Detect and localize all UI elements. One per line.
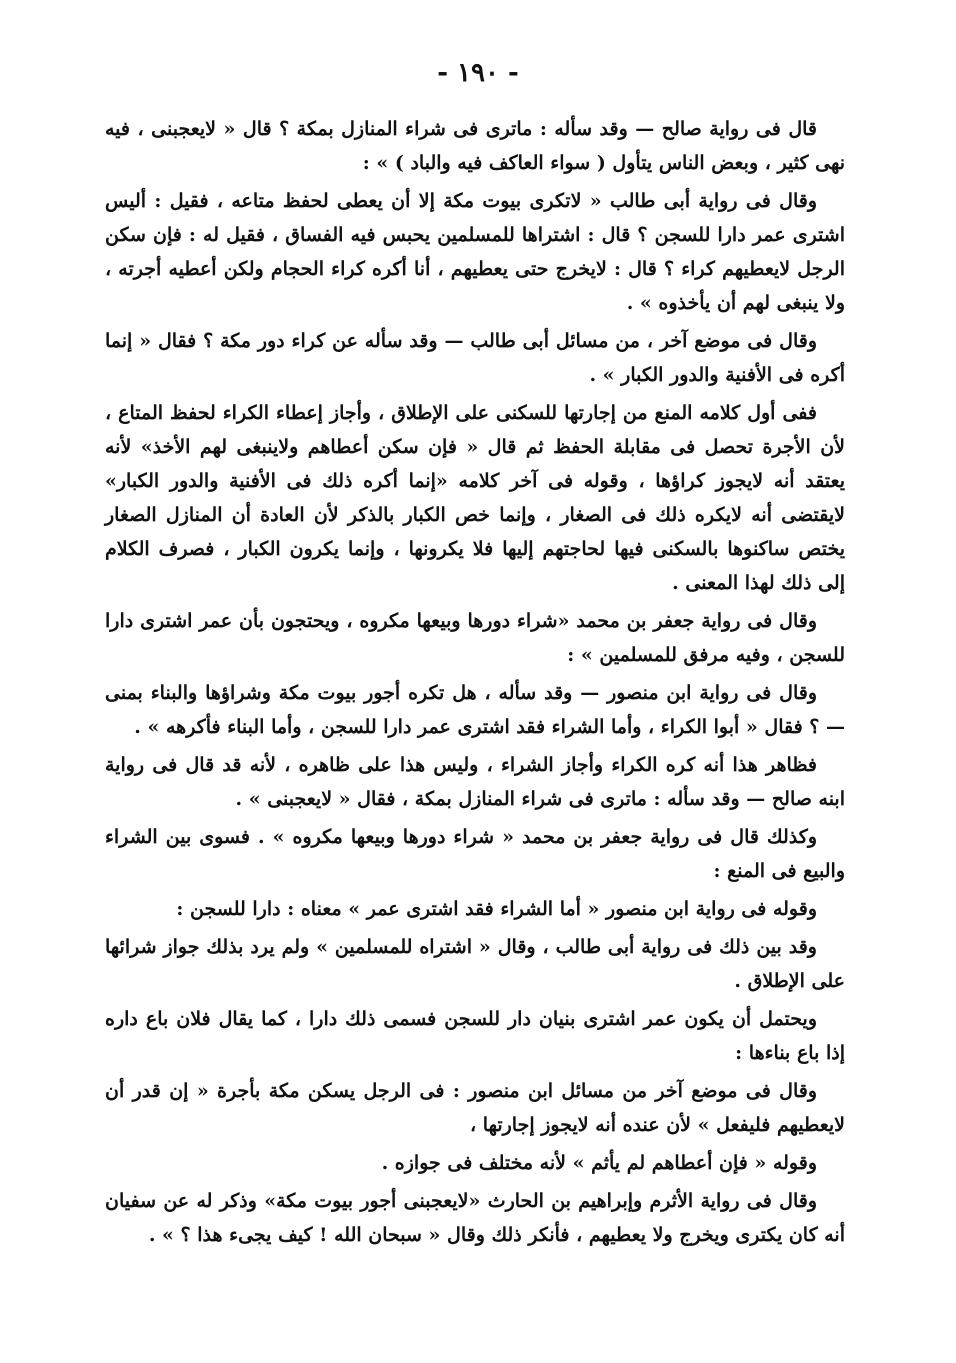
- paragraph: وقد بين ذلك فى رواية أبى طالب ، وقال « اشتراه للمسلمين » ولم يرد بذلك جواز شرائها على الإطلاق .: [105, 936, 845, 992]
- page-number: - ١٩٠ -: [437, 58, 519, 88]
- paragraph: وقال فى موضع آخر ، من مسائل أبى طالب — وقد سأله عن كراء دور مكة ؟ فقال « إنما أكره فى الأفنية والدور الكبار » .: [105, 330, 845, 386]
- page-body-text: [105, 112, 845, 1256]
- paragraph: وكذلك قال فى رواية جعفر بن محمد « شراء دورها وبيعها مكروه » . فسوى بين الشراء والبيع فى المنع :: [105, 826, 845, 882]
- paragraph: وقال فى موضع آخر من مسائل ابن منصور : فى الرجل يسكن مكة بأجرة « إن قدر أن لايعطيهم فليفعل » لأن عنده أنه لايجوز إجارتها ،: [105, 1080, 845, 1136]
- paragraph: وقوله فى رواية ابن منصور « أما الشراء فقد اشترى عمر » معناه : دارا للسجن :: [176, 898, 817, 920]
- paragraph: وقال فى رواية الأثرم وإبراهيم بن الحارث «لايعجبنى أجور بيوت مكة» وذكر له عن سفيان أنه كان يكترى ويخرج ولا يعطيهم ، فأنكر ذلك وقال « سبحان الله ! كيف يجىء هذا ؟ » .: [105, 1190, 845, 1246]
- paragraph: ويحتمل أن يكون عمر اشترى بنيان دار للسجن فسمى ذلك دارا ، كما يقال فلان باع داره إذا باع بناءها :: [105, 1008, 845, 1064]
- paragraph: وقوله « فإن أعطاهم لم يأثم » لأنه مختلف فى جوازه .: [381, 1152, 817, 1174]
- paragraph: فظاهر هذا أنه كره الكراء وأجاز الشراء ، وليس هذا على ظاهره ، لأنه قد قال فى رواية ابنه صالح — وقد سأله : ماترى فى شراء المنازل بمكة ، فقال « لايعجبنى » .: [105, 754, 845, 810]
- paragraph: وقال فى رواية جعفر بن محمد «شراء دورها وبيعها مكروه ، ويحتجون بأن عمر اشترى دارا للسجن ، وفيه مرفق للمسلمين » :: [105, 610, 845, 666]
- paragraph: وقال فى رواية أبى طالب « لاتكرى بيوت مكة إلا أن يعطى لحفظ متاعه ، فقيل : أليس اشترى عمر دارا للسجن ؟ قال : اشتراها للمسلمين يحبس فيه الفساق ، فقيل له : فإن سكن الرجل لايعطيهم كراء ؟ قال : لايخرج حتى يعطيهم ، أنا أكره كراء الحجام ولكن أعطيه أجرته ، ولا ينبغى لهم أن يأخذوه » .: [105, 190, 845, 314]
- paragraph: قال فى رواية صالح — وقد سأله : ماترى فى شراء المنازل بمكة ؟ قال « لايعجبنى ، فيه نهى كثير ، وبعض الناس يتأول ( سواء العاكف فيه والباد ) » :: [105, 118, 845, 174]
- paragraph: ففى أول كلامه المنع من إجارتها للسكنى على الإطلاق ، وأجاز إعطاء الكراء لحفظ المتاع ، لأن الأجرة تحصل فى مقابلة الحفظ ثم قال « فإن سكن أعطاهم ولاينبغى لهم الأخذ» لأنه يعتقد أنه لايجوز كراؤها ، وقوله فى آخر كلامه «إنما أكره ذلك فى الأفنية والدور الكبار» لايقتضى أنه لايكره ذلك فى الصغار ، وإنما خص الكبار بالذكر لأن العادة أن المنازل الصغار يختص ساكنوها بالسكنى فيها لحاجتهم إليها فلا يكرونها ، وإنما يكرون الكبار ، فصرف الكلام إلى ذلك لهذا المعنى .: [105, 402, 845, 594]
- paragraph: وقال فى رواية ابن منصور — وقد سأله ، هل تكره أجور بيوت مكة وشراؤها والبناء بمنى — ؟ فقال « أبوا الكراء ، وأما الشراء فقد اشترى عمر دارا للسجن ، وأما البناء فأكرهه » .: [105, 682, 845, 738]
